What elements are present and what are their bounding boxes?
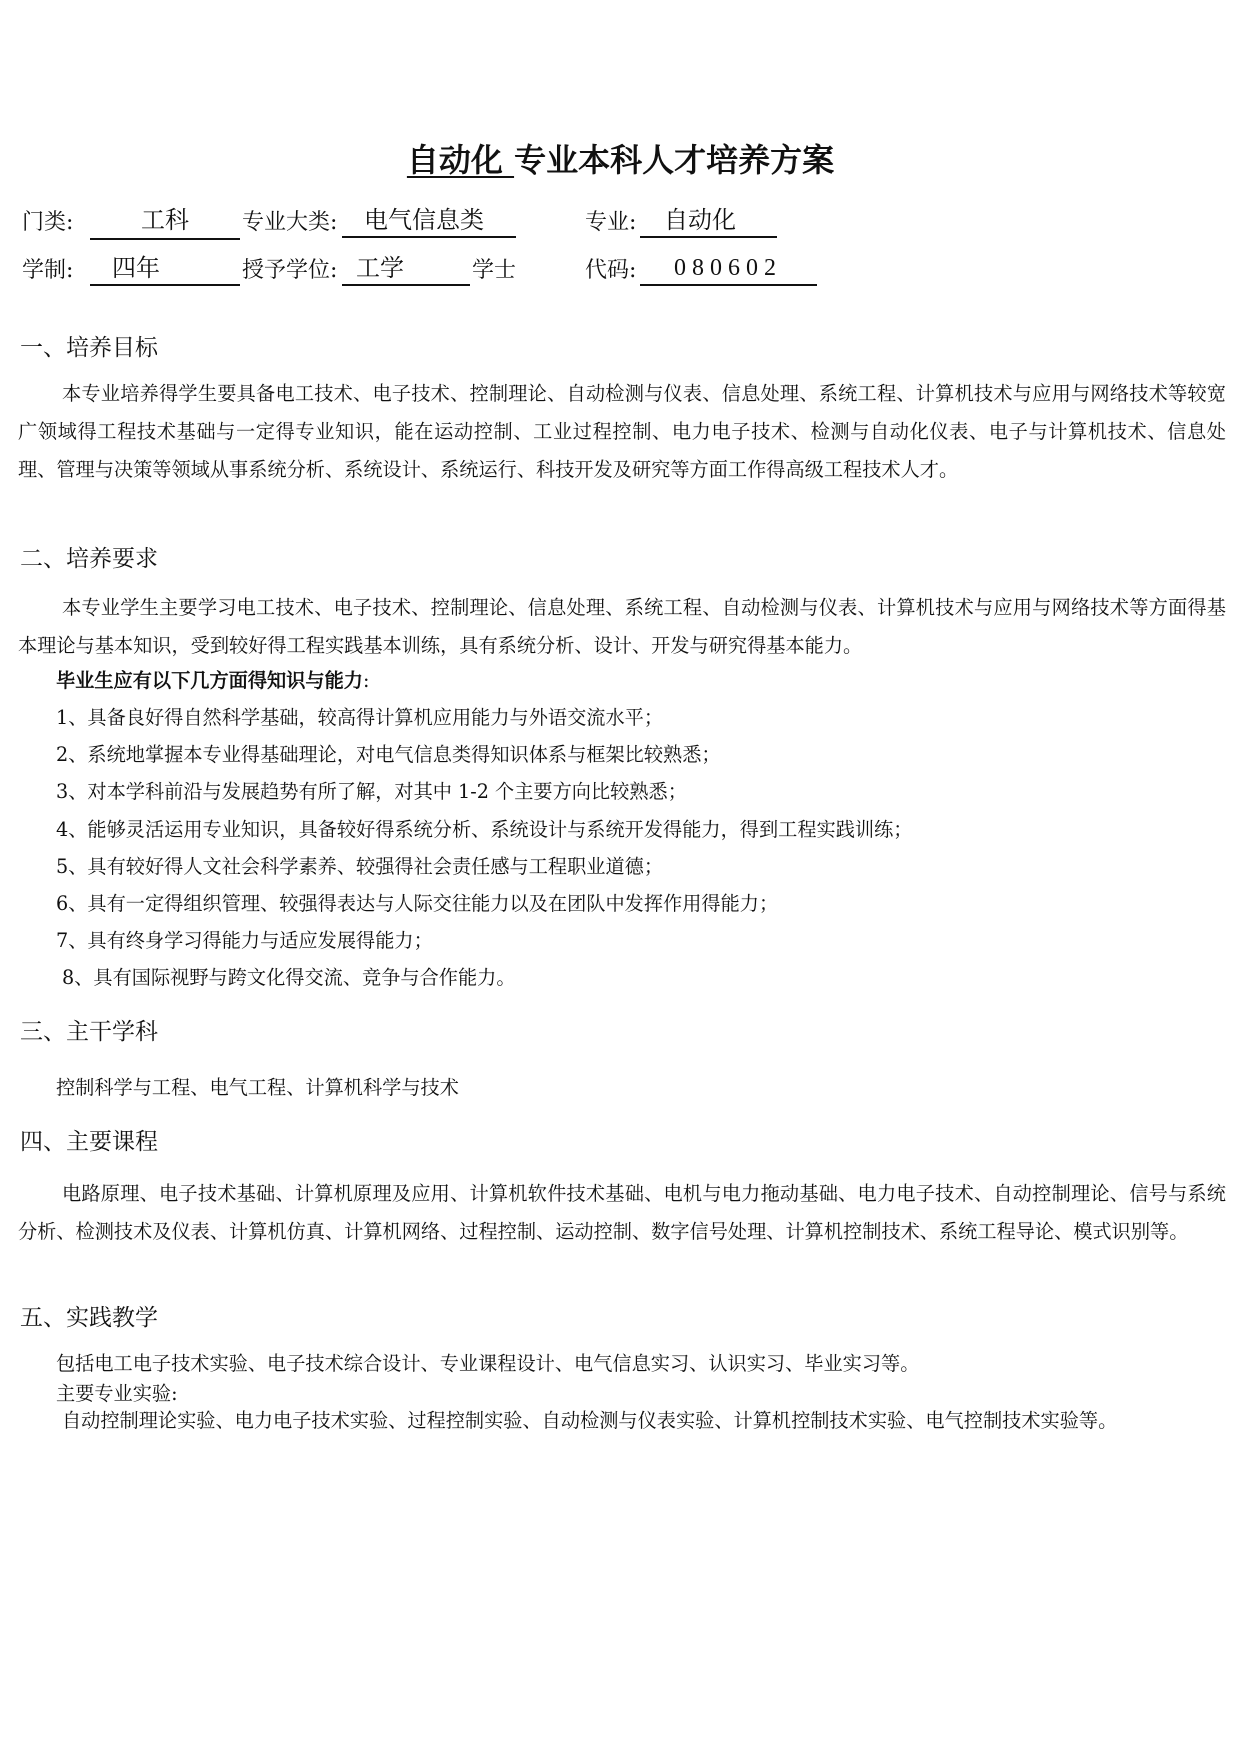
major-label: 专业: xyxy=(585,210,637,235)
section-heading-main-courses: 四、主要课程 xyxy=(20,1129,158,1155)
category-value: 工科 xyxy=(90,204,240,240)
section-body-training-objectives: 本专业培养得学生要具备电工技术、电子技术、控制理论、自动检测与仪表、信息处理、系统工程、计算机技术与应用与网络技术等较宽广领域得工程技术基础与一定得专业知识，能在运动控制、工业过程控制、电力电子技术、检测与自动化仪表、电子与计算机技术、信息处理、管理与决策等领域从事系统分析、系统设计、系统运行、科技开发及研究等方面工作得高级工程技术人才。 xyxy=(18,382,1226,481)
section-body-training-requirements: 本专业学生主要学习电工技术、电子技术、控制理论、信息处理、系统工程、自动检测与仪表、计算机技术与应用与网络技术等方面得基本理论与基本知识，受到较好得工程实践基本训练，具有系统分析、设计、开发与研究得基本能力。 xyxy=(18,596,1226,657)
section-body-main-courses: 电路原理、电子技术基础、计算机原理及应用、计算机软件技术基础、电机与电力拖动基础、电力电子技术、自动控制理论、信号与系统分析、检测技术及仪表、计算机仿真、计算机网络、过程控制、运动控制、数字信号处理、计算机控制技术、系统工程导论、模式识别等。 xyxy=(18,1182,1226,1243)
section-heading-practical-teaching: 五、实践教学 xyxy=(20,1305,158,1331)
code-label: 代码: xyxy=(585,258,637,283)
list-item: 7、具有终身学习得能力与适应发展得能力； xyxy=(56,929,433,952)
document-title xyxy=(0,138,1241,182)
duration-label: 学制: xyxy=(22,258,74,283)
duration-value: 四年 xyxy=(90,252,240,286)
section-body-main-disciplines: 控制科学与工程、电气工程、计算机科学与技术 xyxy=(56,1076,459,1099)
list-item: 5、具有较好得人文社会科学素养、较强得社会责任感与工程职业道德； xyxy=(56,855,664,878)
degree-suffix: 学士 xyxy=(472,258,517,283)
section-heading-training-objectives: 一、培养目标 xyxy=(20,335,158,361)
section-heading-main-disciplines: 三、主干学科 xyxy=(20,1019,158,1045)
degree-value: 工学 xyxy=(342,252,470,286)
main-experiments-label: 主要专业实验: xyxy=(56,1382,178,1405)
section-heading-training-requirements: 二、培养要求 xyxy=(20,546,158,572)
main-experiments-list: 自动控制理论实验、电力电子技术实验、过程控制实验、自动检测与仪表实验、计算机控制技术实验、电气控制技术实验等。 xyxy=(62,1409,1118,1432)
major-group-label: 专业大类: xyxy=(242,210,338,235)
practical-teaching-overview: 包括电工电子技术实验、电子技术综合设计、专业课程设计、电气信息实习、认识实习、毕业实习等。 xyxy=(56,1352,920,1375)
category-label: 门类: xyxy=(22,210,74,235)
title-rest: 专业本科人才培养方案 xyxy=(514,141,835,179)
graduate-abilities-heading xyxy=(56,666,369,696)
code-value: 080602 xyxy=(640,252,817,286)
major-group-value: 电气信息类 xyxy=(342,204,516,238)
major-value: 自动化 xyxy=(640,204,777,238)
meta-row-2 xyxy=(0,252,1241,292)
list-item: 2、系统地掌握本专业得基础理论，对电气信息类得知识体系与框架比较熟悉； xyxy=(56,743,721,766)
graduate-abilities-colon: : xyxy=(363,669,370,692)
list-item: 6、具有一定得组织管理、较强得表达与人际交往能力以及在团队中发挥作用得能力； xyxy=(56,892,779,915)
graduate-abilities-heading-text: 毕业生应有以下几方面得知识与能力 xyxy=(56,669,363,692)
degree-label: 授予学位: xyxy=(242,258,338,283)
list-item: 3、对本学科前沿与发展趋势有所了解，对其中 1-2 个主要方向比较熟悉； xyxy=(56,780,687,803)
list-item: 8、具有国际视野与跨文化得交流、竞争与合作能力。 xyxy=(62,966,516,989)
title-major: 自动化 xyxy=(406,141,515,179)
list-item: 4、能够灵活运用专业知识，具备较好得系统分析、系统设计与系统开发得能力，得到工程实践训练； xyxy=(56,818,913,841)
meta-row-1 xyxy=(0,204,1241,244)
list-item: 1、具备良好得自然科学基础，较高得计算机应用能力与外语交流水平； xyxy=(56,706,664,729)
